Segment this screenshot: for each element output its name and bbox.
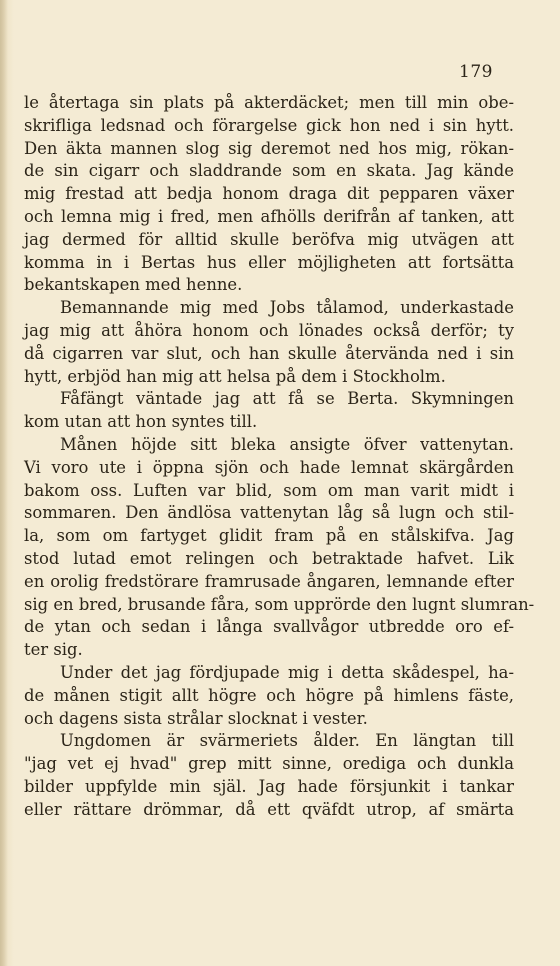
text-line: la, som om fartyget glidit fram på en stålskifva. Jag: [24, 526, 514, 546]
text-line: de sin cigarr och sladdrande som en skata. Jag kände: [24, 161, 514, 181]
text-line: sommaren. Den ändlösa vattenytan låg så lugn och stil-: [24, 503, 514, 523]
text-line: jag dermed för alltid skulle beröfva mig utvägen att: [24, 229, 514, 249]
text-line: de ytan och sedan i långa svallvågor utbredde oro ef-: [24, 617, 514, 637]
text-line: hytt, erbjöd han mig att helsa på dem i Stockholm.: [24, 366, 446, 386]
text-line: sig en bred, brusande fåra, som upprörde den lugnt slumran-: [24, 594, 535, 614]
text-line: Månen höjde sitt bleka ansigte öfver vattenytan.: [60, 434, 514, 454]
text-line: Den äkta mannen slog sig deremot ned hos mig, rökan-: [24, 138, 514, 158]
body-text: [24, 92, 535, 822]
text-line: kom utan att hon syntes till.: [24, 412, 258, 432]
page-gutter: [0, 0, 8, 966]
text-line: Ungdomen är svärmeriets ålder. En längtan till: [60, 731, 514, 751]
text-line: Under det jag fördjupade mig i detta skådespel, ha-: [60, 662, 514, 682]
text-line: Bemannande mig med Jobs tålamod, underkastade: [60, 298, 514, 318]
page-number: 179: [459, 62, 493, 82]
text-line: Fåfängt väntade jag att få se Berta. Skymningen: [60, 389, 514, 409]
text-line: le återtaga sin plats på akterdäcket; men till min obe-: [24, 93, 514, 112]
text-line: då cigarren var slut, och han skulle återvända ned i sin: [24, 343, 514, 363]
text-line: bakom oss. Luften var blid, som om man varit midt i: [24, 480, 514, 500]
text-line: Vi voro ute i öppna sjön och hade lemnat skärgården: [24, 457, 514, 477]
text-line: ter sig.: [24, 640, 83, 660]
text-line: mig frestad att bedja honom draga dit pepparen växer: [24, 184, 514, 204]
text-line: jag mig att åhöra honom och lönades också derför; ty: [24, 320, 514, 340]
text-line: eller rättare drömmar, då ett qväfdt utrop, af smärta: [24, 799, 514, 819]
text-line: bilder uppfylde min själ. Jag hade försjunkit i tankar: [24, 776, 514, 796]
text-line: och lemna mig i fred, men afhölls derifrån af tanken, att: [24, 206, 514, 226]
text-line: och dagens sista strålar slocknat i vester.: [24, 708, 368, 728]
text-line: skrifliga ledsnad och förargelse gick hon ned i sin hytt.: [24, 115, 514, 135]
text-line: en orolig fredstörare framrusade ångaren, lemnande efter: [24, 571, 514, 591]
text-line: stod lutad emot relingen och betraktade hafvet. Lik: [24, 548, 514, 568]
text-line: komma in i Bertas hus eller möjligheten att fortsätta: [24, 252, 514, 272]
text-line: de månen stigit allt högre och högre på himlens fäste,: [24, 685, 514, 705]
text-line: "jag vet ej hvad" grep mitt sinne, orediga och dunkla: [24, 754, 514, 774]
text-line: bekantskapen med henne.: [24, 275, 243, 295]
